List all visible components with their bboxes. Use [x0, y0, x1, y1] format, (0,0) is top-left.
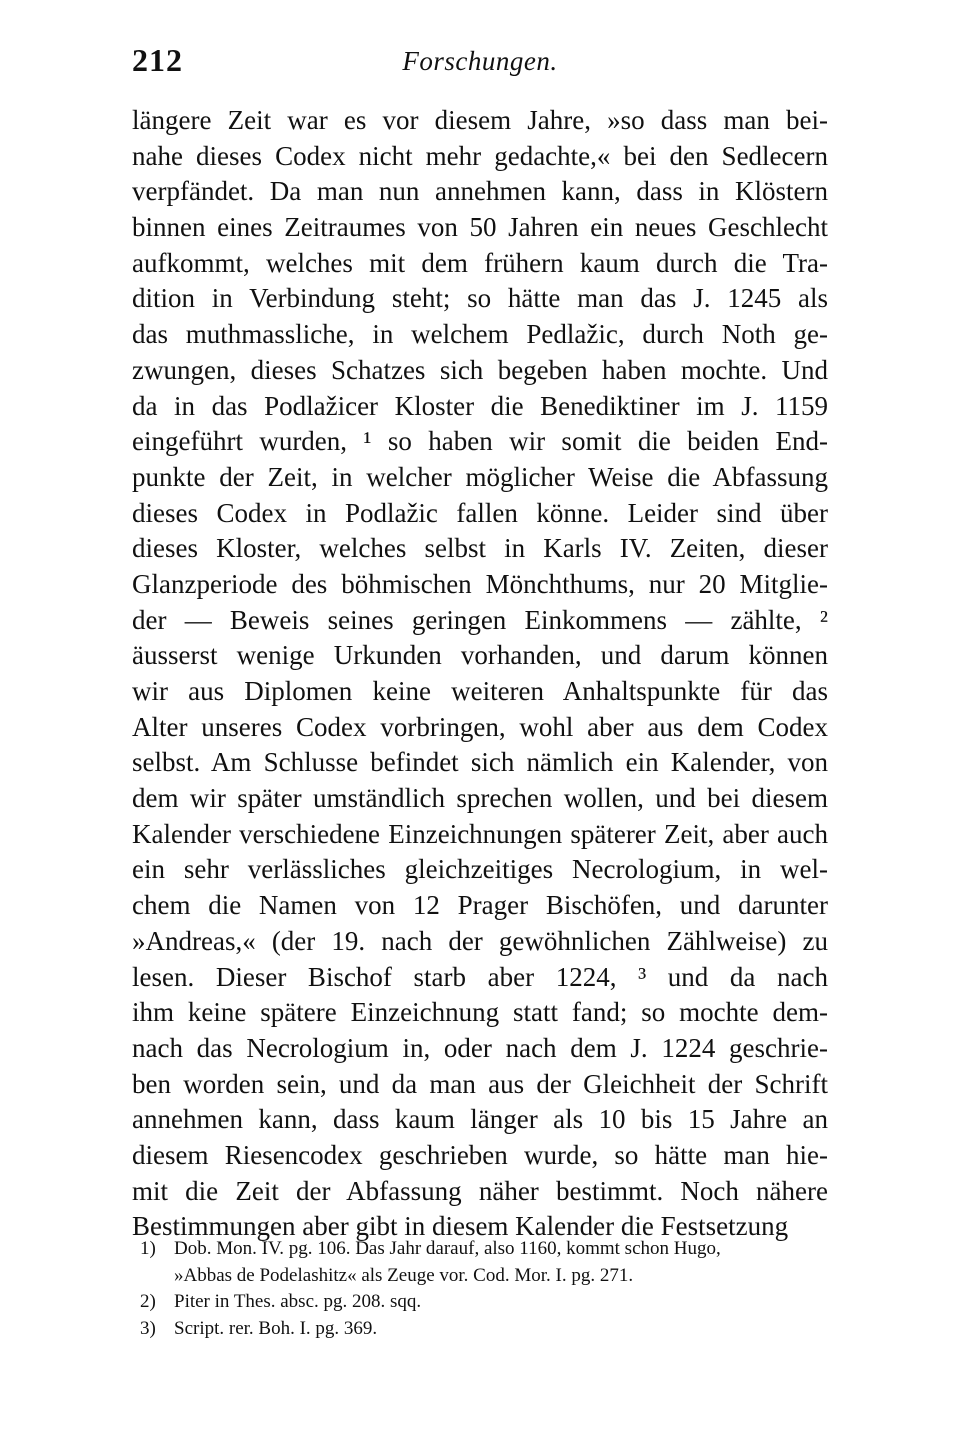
- body-text: [132, 103, 828, 1245]
- text-line: dem wir später umständlich sprechen wollen, und bei diesem: [132, 783, 828, 814]
- text-line: dieses Codex in Podlažic fallen könne. Leider sind über: [132, 497, 828, 528]
- text-line: dieses Kloster, welches selbst in Karls IV. Zeiten, dieser: [132, 533, 828, 564]
- text-line: nach das Necrologium in, oder nach dem J. 1224 geschrie-: [132, 1032, 828, 1063]
- text-line: ein sehr verlässliches gleichzeitiges Necrologium, in wel-: [132, 854, 828, 885]
- text-line: ben worden sein, und da man aus der Gleichheit der Schrift: [132, 1068, 828, 1099]
- text-line: diesem Riesencodex geschrieben wurde, so hätte man hie-: [132, 1139, 828, 1170]
- text-line: ihm keine spätere Einzeichnung statt fand; so mochte dem-: [132, 997, 828, 1028]
- text-line: verpfändet. Da man nun annehmen kann, dass in Klöstern: [132, 176, 828, 207]
- text-line: längere Zeit war es vor diesem Jahre, »so dass man bei-: [132, 105, 828, 135]
- text-line: wir aus Diplomen keine weiteren Anhaltspunkte für das: [132, 676, 828, 706]
- footnote-text: »Abbas de Podelashitz« als Zeuge vor. Cod. Mor. I. pg. 271.: [174, 1264, 634, 1286]
- text-line: zwungen, dieses Schatzes sich begeben haben mochte. Und: [132, 354, 828, 385]
- text-line: lesen. Dieser Bischof starb aber 1224, ³ und da nach: [132, 961, 828, 992]
- footnotes: [140, 1236, 830, 1342]
- footnote-text: Dob. Mon. IV. pg. 106. Das Jahr darauf, also 1160, kommt schon Hugo,: [174, 1238, 721, 1259]
- footnote-marker: 1): [140, 1238, 156, 1259]
- text-line: dition in Verbindung steht; so hätte man das J. 1245 als: [132, 283, 828, 314]
- footnote-marker: 3): [140, 1317, 156, 1339]
- text-line: Alter unseres Codex vorbringen, wohl aber aus dem Codex: [132, 711, 828, 742]
- text-line: das muthmassliche, in welchem Pedlažic, durch Noth ge-: [132, 319, 828, 350]
- text-line: aufkommt, welches mit dem frühern kaum durch die Tra-: [132, 247, 828, 278]
- text-line: da in das Podlažicer Kloster die Benediktiner im J. 1159: [132, 390, 828, 421]
- footnote: [140, 1289, 830, 1316]
- text-line: nahe dieses Codex nicht mehr gedachte,« bei den Sedlecern: [132, 140, 828, 171]
- footnote: [140, 1236, 830, 1263]
- text-line: der — Beweis seines geringen Einkommens — zählte, ²: [132, 604, 828, 635]
- footnote-text: Piter in Thes. absc. pg. 208. sqq.: [174, 1291, 422, 1312]
- text-line: binnen eines Zeitraumes von 50 Jahren ein neues Geschlecht: [132, 212, 828, 243]
- text-line: Bestimmungen aber gibt in diesem Kalender die Festsetzung: [132, 1211, 789, 1242]
- text-line: mit die Zeit der Abfassung näher bestimmt. Noch nähere: [132, 1175, 828, 1206]
- page-number: 212: [132, 42, 183, 78]
- running-title: Forschungen.: [402, 46, 558, 76]
- text-line: selbst. Am Schlusse befindet sich nämlich ein Kalender, von: [132, 747, 828, 778]
- text-line: Glanzperiode des böhmischen Mönchthums, nur 20 Mitglie-: [132, 568, 828, 599]
- footnote-marker: 2): [140, 1291, 156, 1312]
- footnote: [140, 1263, 830, 1290]
- text-line: chem die Namen von 12 Prager Bischöfen, und darunter: [132, 890, 828, 921]
- footnote: [140, 1316, 830, 1343]
- page-header: [132, 42, 828, 82]
- footnote-text: Script. rer. Boh. I. pg. 369.: [174, 1317, 378, 1339]
- text-line: eingeführt wurden, ¹ so haben wir somit die beiden End-: [132, 426, 828, 457]
- text-line: annehmen kann, dass kaum länger als 10 bis 15 Jahre an: [132, 1104, 828, 1135]
- text-line: »Andreas,« (der 19. nach der gewöhnlichen Zählweise) zu: [132, 925, 828, 956]
- text-line: äusserst wenige Urkunden vorhanden, und darum können: [132, 640, 828, 671]
- text-line: punkte der Zeit, in welcher möglicher Weise die Abfassung: [132, 461, 828, 492]
- text-line: Kalender verschiedene Einzeichnungen späterer Zeit, aber auch: [132, 818, 828, 849]
